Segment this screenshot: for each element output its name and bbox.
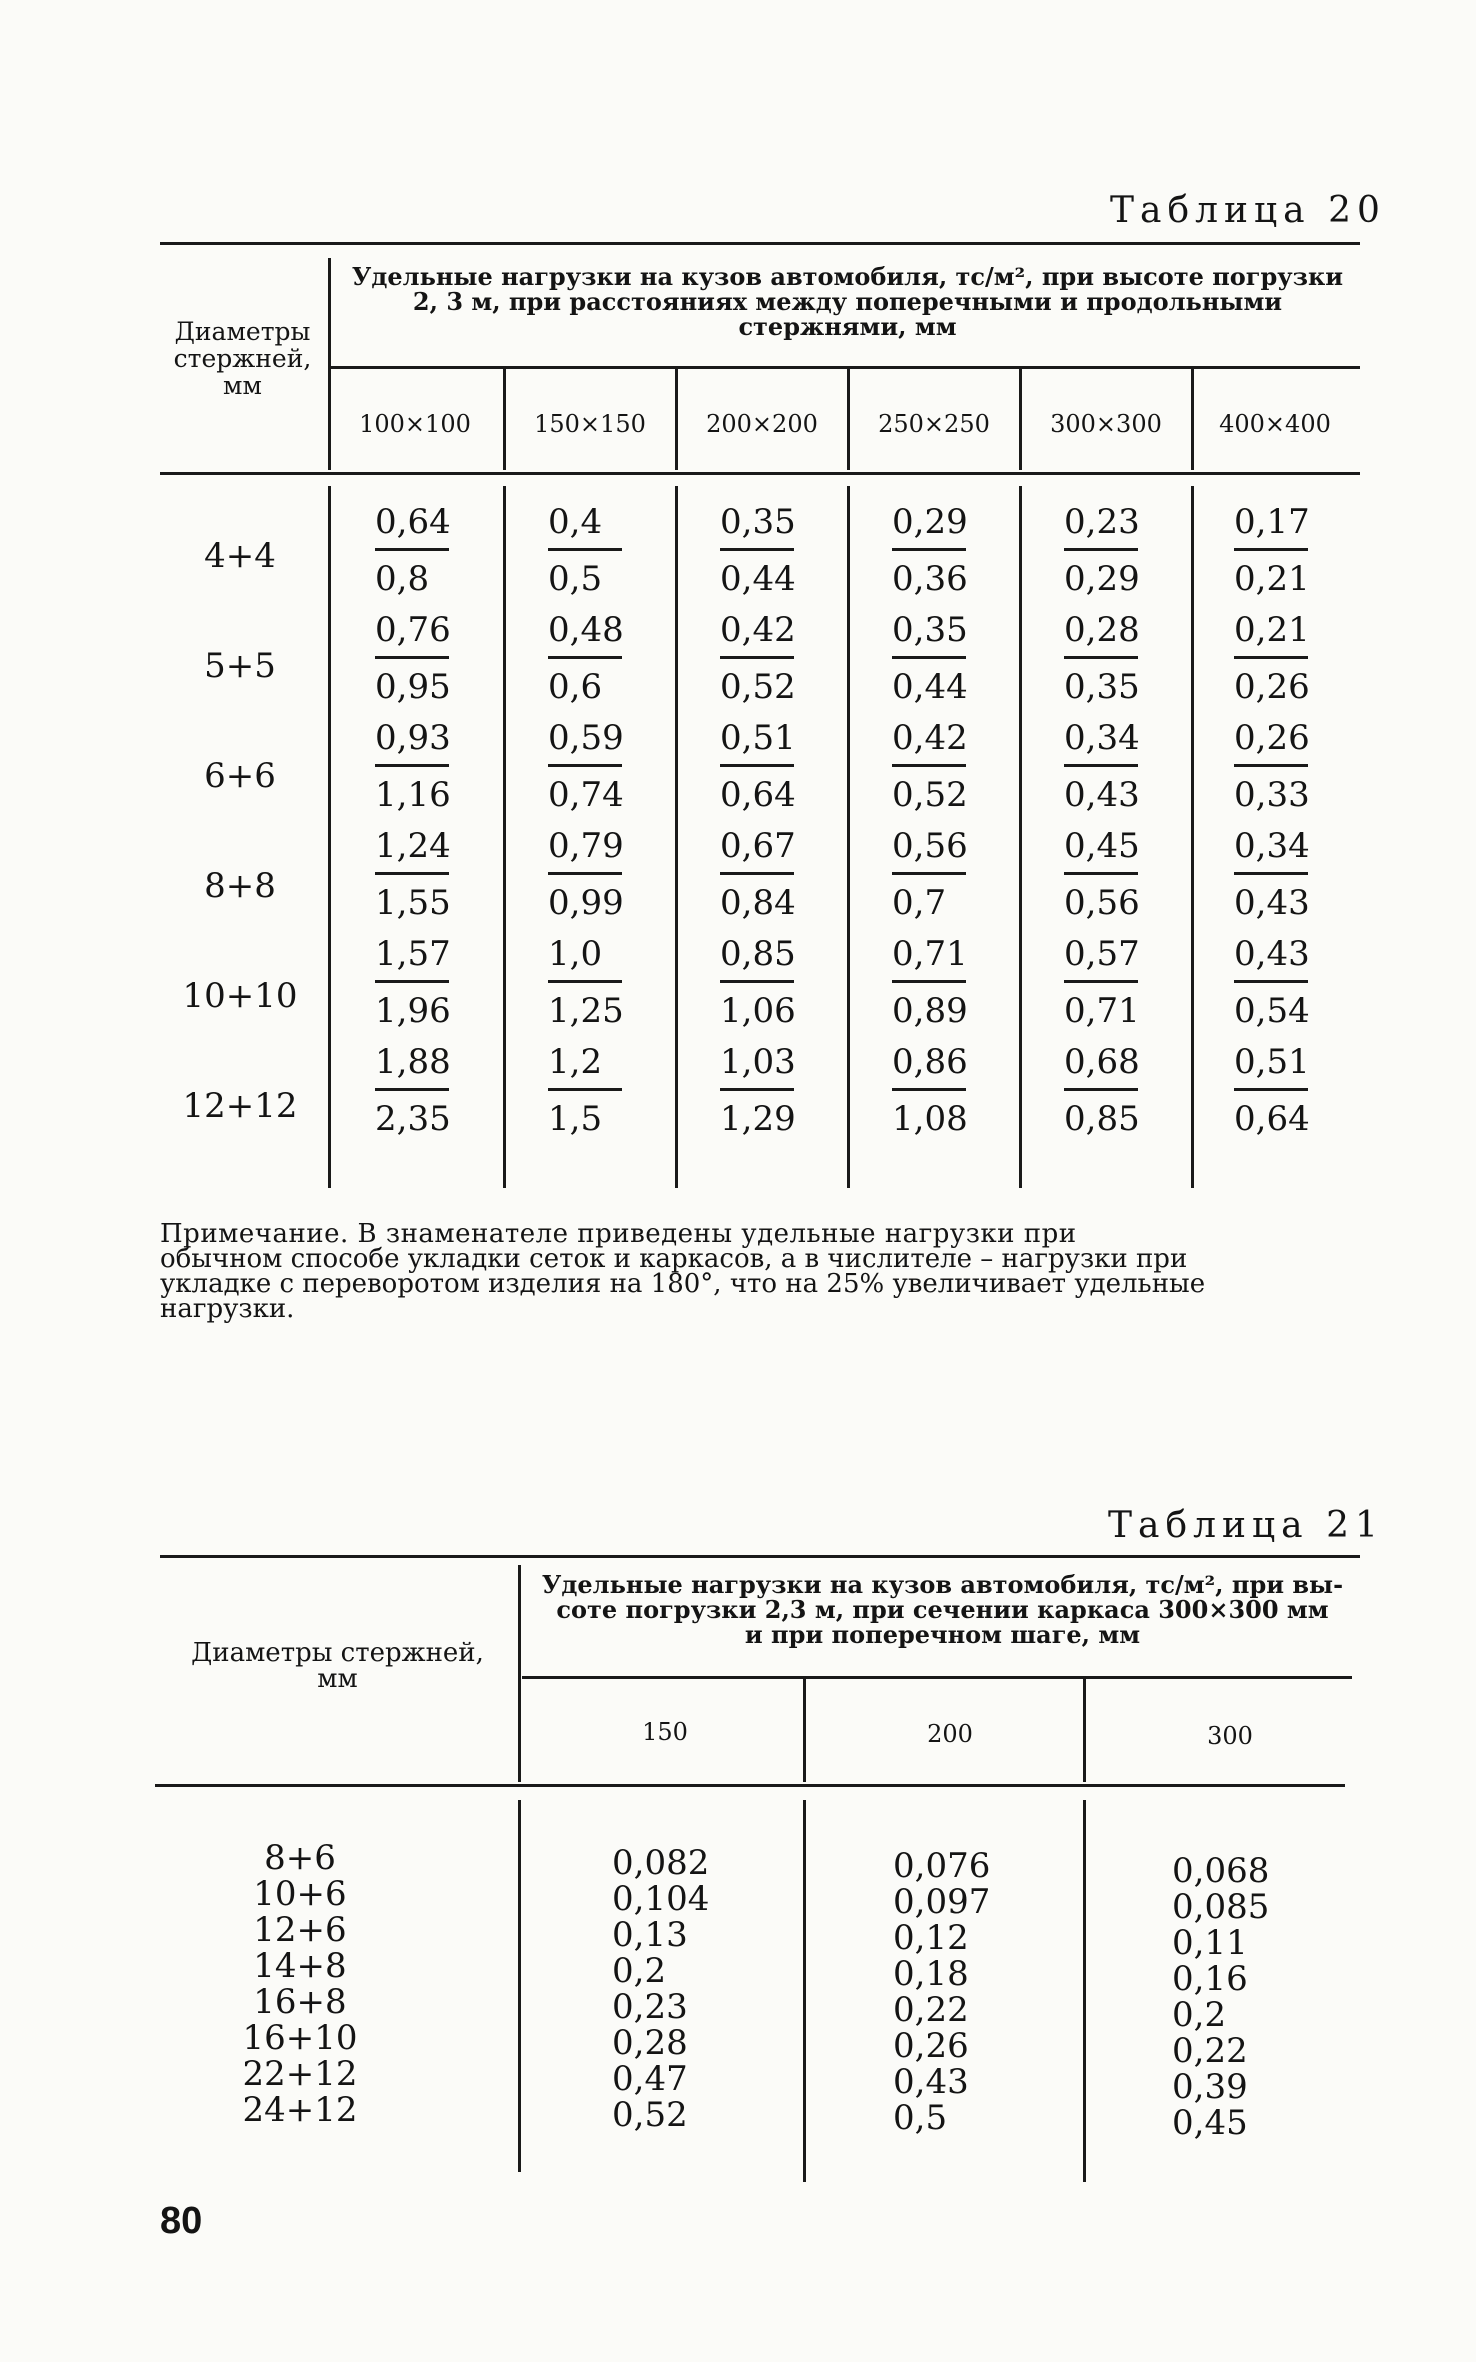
table21-header-bottom-rule bbox=[155, 1784, 1345, 1787]
denominator: 0,21 bbox=[1234, 559, 1310, 599]
fraction-cell bbox=[892, 608, 1002, 709]
numerator: 0,76 bbox=[375, 610, 451, 650]
fraction-cell bbox=[720, 500, 830, 601]
numerator: 0,28 bbox=[1064, 610, 1140, 650]
fraction-bar bbox=[1064, 980, 1138, 983]
numerator: 0,45 bbox=[1064, 826, 1140, 866]
cell: 0,16 bbox=[1172, 1959, 1248, 1999]
table20-col-header: 250×250 bbox=[878, 410, 990, 438]
cell: 0,5 bbox=[893, 2098, 948, 2138]
denominator: 1,06 bbox=[720, 991, 796, 1031]
row-label: 24+12 bbox=[242, 2090, 358, 2130]
fraction-bar bbox=[892, 980, 966, 983]
fraction-cell bbox=[1064, 608, 1174, 709]
fraction-cell bbox=[892, 824, 1002, 925]
fraction-bar bbox=[1234, 980, 1308, 983]
fraction-bar bbox=[720, 764, 794, 767]
cell: 0,2 bbox=[1172, 1995, 1227, 2035]
table20-row-header bbox=[160, 318, 325, 399]
fraction-bar bbox=[375, 980, 449, 983]
denominator: 0,44 bbox=[720, 559, 796, 599]
fraction-cell bbox=[548, 932, 658, 1033]
table20-col-rule bbox=[503, 366, 506, 470]
table20-row-label: 6+6 bbox=[204, 756, 276, 796]
numerator: 0,34 bbox=[1234, 826, 1310, 866]
fraction-cell bbox=[720, 608, 830, 709]
denominator: 0,29 bbox=[1064, 559, 1140, 599]
fraction-cell bbox=[548, 716, 658, 817]
fraction-bar bbox=[548, 548, 622, 551]
fraction-cell bbox=[1234, 824, 1344, 925]
table21-col-rule bbox=[1083, 1800, 1086, 2182]
table21-stub-rule-body bbox=[518, 1800, 521, 2172]
fraction-bar bbox=[548, 980, 622, 983]
fraction-bar bbox=[1234, 764, 1308, 767]
note-line: нагрузки. bbox=[160, 1294, 295, 1324]
fraction-cell bbox=[1064, 824, 1174, 925]
numerator: 0,57 bbox=[1064, 934, 1140, 974]
row-label: 12+6 bbox=[253, 1910, 347, 1950]
fraction-cell bbox=[548, 500, 658, 601]
table21-header-split-rule bbox=[522, 1676, 1352, 1679]
table20-note bbox=[160, 1219, 1365, 1324]
table21-col-rule bbox=[803, 1800, 806, 2182]
denominator: 0,43 bbox=[1064, 775, 1140, 815]
cell: 0,097 bbox=[893, 1882, 991, 1922]
fraction-cell bbox=[375, 1040, 485, 1141]
fraction-bar bbox=[375, 764, 449, 767]
table20-row-label: 5+5 bbox=[204, 646, 276, 686]
fraction-bar bbox=[548, 656, 622, 659]
table20-col-rule bbox=[1191, 366, 1194, 470]
fraction-cell bbox=[1064, 1040, 1174, 1141]
fraction-cell bbox=[720, 932, 830, 1033]
fraction-cell bbox=[375, 932, 485, 1033]
table21-col-150 bbox=[612, 1845, 762, 2133]
fraction-cell bbox=[1234, 1040, 1344, 1141]
denominator: 0,44 bbox=[892, 667, 968, 707]
cell: 0,52 bbox=[612, 2095, 688, 2135]
cell: 0,45 bbox=[1172, 2103, 1248, 2143]
fraction-cell bbox=[720, 1040, 830, 1141]
numerator: 0,56 bbox=[892, 826, 968, 866]
table21-group-header bbox=[525, 1572, 1360, 1647]
cell: 0,43 bbox=[893, 2062, 969, 2102]
table21-row-header bbox=[160, 1640, 515, 1692]
cell: 0,2 bbox=[612, 1951, 667, 1991]
group-header-line: Удельные нагрузки на кузов автомобиля, тс/м², при вы- bbox=[541, 1570, 1344, 1599]
row-header-line: Диаметры bbox=[174, 317, 311, 346]
table20-caption: Таблица 20 bbox=[1110, 190, 1386, 231]
denominator: 1,08 bbox=[892, 1099, 968, 1139]
fraction-bar bbox=[375, 548, 449, 551]
fraction-cell bbox=[1064, 500, 1174, 601]
fraction-bar bbox=[548, 872, 622, 875]
numerator: 0,29 bbox=[892, 502, 968, 542]
fraction-bar bbox=[892, 872, 966, 875]
fraction-cell bbox=[375, 716, 485, 817]
table21-col-header: 300 bbox=[1207, 1722, 1253, 1750]
fraction-bar bbox=[375, 872, 449, 875]
numerator: 1,24 bbox=[375, 826, 451, 866]
fraction-bar bbox=[1234, 656, 1308, 659]
group-header-line: стержнями, мм bbox=[738, 312, 957, 341]
table21-top-rule bbox=[160, 1555, 1360, 1558]
cell: 0,104 bbox=[612, 1879, 710, 1919]
fraction-bar bbox=[892, 764, 966, 767]
table21-stub-rule-header bbox=[518, 1565, 521, 1782]
table20-col-rule bbox=[847, 486, 850, 1188]
denominator: 0,99 bbox=[548, 883, 624, 923]
denominator: 0,64 bbox=[1234, 1099, 1310, 1139]
numerator: 0,93 bbox=[375, 718, 451, 758]
numerator: 1,03 bbox=[720, 1042, 796, 1082]
cell: 0,22 bbox=[893, 1990, 969, 2030]
numerator: 0,4 bbox=[548, 502, 603, 542]
numerator: 0,48 bbox=[548, 610, 624, 650]
denominator: 1,55 bbox=[375, 883, 451, 923]
table20-col-header: 150×150 bbox=[534, 410, 646, 438]
denominator: 0,85 bbox=[1064, 1099, 1140, 1139]
denominator: 1,16 bbox=[375, 775, 451, 815]
fraction-cell bbox=[375, 500, 485, 601]
table20-col-rule bbox=[675, 486, 678, 1188]
table20-row-label: 12+12 bbox=[182, 1086, 298, 1126]
table21-col-header: 200 bbox=[927, 1720, 973, 1748]
cell: 0,22 bbox=[1172, 2031, 1248, 2071]
cell: 0,12 bbox=[893, 1918, 969, 1958]
table20-col-rule bbox=[1019, 486, 1022, 1188]
fraction-cell bbox=[1234, 608, 1344, 709]
numerator: 0,35 bbox=[720, 502, 796, 542]
row-label: 8+6 bbox=[264, 1838, 336, 1878]
fraction-cell bbox=[548, 1040, 658, 1141]
denominator: 0,5 bbox=[548, 559, 603, 599]
numerator: 0,64 bbox=[375, 502, 451, 542]
cell: 0,13 bbox=[612, 1915, 688, 1955]
numerator: 0,68 bbox=[1064, 1042, 1140, 1082]
group-header-line: 2, 3 м, при расстояниях между поперечными и продольными bbox=[412, 287, 1283, 316]
denominator: 1,5 bbox=[548, 1099, 603, 1139]
denominator: 0,89 bbox=[892, 991, 968, 1031]
note-line: укладке с переворотом изделия на 180°, что на 25% увеличивает удельные bbox=[160, 1269, 1206, 1299]
fraction-bar bbox=[720, 872, 794, 875]
table20-stub-rule-header bbox=[328, 258, 331, 470]
numerator: 0,51 bbox=[1234, 1042, 1310, 1082]
table20-group-header bbox=[335, 264, 1360, 339]
denominator: 0,36 bbox=[892, 559, 968, 599]
fraction-bar bbox=[1064, 548, 1138, 551]
fraction-bar bbox=[548, 1088, 622, 1091]
denominator: 0,7 bbox=[892, 883, 947, 923]
numerator: 1,88 bbox=[375, 1042, 451, 1082]
fraction-cell bbox=[892, 1040, 1002, 1141]
numerator: 0,79 bbox=[548, 826, 624, 866]
fraction-bar bbox=[1234, 872, 1308, 875]
cell: 0,085 bbox=[1172, 1887, 1270, 1927]
table20-col-rule bbox=[675, 366, 678, 470]
numerator: 1,57 bbox=[375, 934, 451, 974]
fraction-cell bbox=[548, 608, 658, 709]
denominator: 0,43 bbox=[1234, 883, 1310, 923]
note-line: обычном способе укладки сеток и каркасов, а в числителе – нагрузки при bbox=[160, 1244, 1188, 1274]
fraction-bar bbox=[892, 548, 966, 551]
denominator: 0,6 bbox=[548, 667, 603, 707]
numerator: 0,23 bbox=[1064, 502, 1140, 542]
table20-col-header: 100×100 bbox=[359, 410, 471, 438]
table21-col-header: 150 bbox=[642, 1718, 688, 1746]
denominator: 0,71 bbox=[1064, 991, 1140, 1031]
numerator: 0,71 bbox=[892, 934, 968, 974]
fraction-bar bbox=[1234, 548, 1308, 551]
cell: 0,23 bbox=[612, 1987, 688, 2027]
fraction-cell bbox=[892, 500, 1002, 601]
fraction-bar bbox=[892, 656, 966, 659]
fraction-bar bbox=[1064, 656, 1138, 659]
fraction-cell bbox=[1234, 716, 1344, 817]
cell: 0,068 bbox=[1172, 1851, 1270, 1891]
numerator: 0,34 bbox=[1064, 718, 1140, 758]
denominator: 1,96 bbox=[375, 991, 451, 1031]
table20-top-rule bbox=[160, 242, 1360, 245]
table20-col-rule bbox=[847, 366, 850, 470]
table21-col-300 bbox=[1172, 1853, 1322, 2141]
fraction-cell bbox=[1234, 932, 1344, 1033]
table20-col-rule bbox=[1019, 366, 1022, 470]
numerator: 0,43 bbox=[1234, 934, 1310, 974]
table20-row-label: 10+10 bbox=[182, 976, 298, 1016]
fraction-bar bbox=[375, 1088, 449, 1091]
table21-col-200 bbox=[893, 1848, 1043, 2136]
cell: 0,47 bbox=[612, 2059, 688, 2099]
table21-caption: Таблица 21 bbox=[1108, 1505, 1384, 1546]
cell: 0,082 bbox=[612, 1843, 710, 1883]
table20-col-header: 300×300 bbox=[1050, 410, 1162, 438]
table20-col-rule bbox=[503, 486, 506, 1188]
cell: 0,26 bbox=[893, 2026, 969, 2066]
fraction-cell bbox=[1064, 716, 1174, 817]
fraction-bar bbox=[548, 764, 622, 767]
denominator: 0,84 bbox=[720, 883, 796, 923]
row-label: 16+10 bbox=[242, 2018, 358, 2058]
numerator: 0,26 bbox=[1234, 718, 1310, 758]
table20-col-header: 200×200 bbox=[706, 410, 818, 438]
fraction-bar bbox=[375, 656, 449, 659]
fraction-bar bbox=[1234, 1088, 1308, 1091]
numerator: 0,67 bbox=[720, 826, 796, 866]
row-label: 22+12 bbox=[242, 2054, 358, 2094]
fraction-cell bbox=[720, 716, 830, 817]
cell: 0,076 bbox=[893, 1846, 991, 1886]
denominator: 0,54 bbox=[1234, 991, 1310, 1031]
numerator: 0,35 bbox=[892, 610, 968, 650]
denominator: 0,64 bbox=[720, 775, 796, 815]
page-number: 80 bbox=[160, 2200, 203, 2242]
table20-header-bottom-rule bbox=[160, 472, 1360, 475]
fraction-bar bbox=[1064, 872, 1138, 875]
fraction-bar bbox=[720, 980, 794, 983]
group-header-line: соте погрузки 2,3 м, при сечении каркаса 300×300 мм bbox=[556, 1595, 1329, 1624]
group-header-line: и при поперечном шаге, мм bbox=[744, 1620, 1141, 1649]
table20-header-split-rule bbox=[330, 366, 1360, 369]
numerator: 0,59 bbox=[548, 718, 624, 758]
fraction-bar bbox=[720, 1088, 794, 1091]
fraction-cell bbox=[1234, 500, 1344, 601]
cell: 0,28 bbox=[612, 2023, 688, 2063]
row-header-line: стержней, bbox=[173, 344, 312, 373]
numerator: 0,42 bbox=[892, 718, 968, 758]
fraction-bar bbox=[1064, 1088, 1138, 1091]
numerator: 0,17 bbox=[1234, 502, 1310, 542]
table20-col-header: 400×400 bbox=[1219, 410, 1331, 438]
fraction-cell bbox=[892, 716, 1002, 817]
numerator: 1,0 bbox=[548, 934, 603, 974]
fraction-cell bbox=[720, 824, 830, 925]
denominator: 0,35 bbox=[1064, 667, 1140, 707]
row-label: 14+8 bbox=[253, 1946, 347, 1986]
table21-col-rule bbox=[1083, 1676, 1086, 1782]
table20-row-label: 8+8 bbox=[204, 866, 276, 906]
group-header-line: Удельные нагрузки на кузов автомобиля, тс/м², при высоте погрузки bbox=[351, 262, 1344, 291]
fraction-bar bbox=[720, 656, 794, 659]
fraction-cell bbox=[548, 824, 658, 925]
fraction-bar bbox=[1064, 764, 1138, 767]
numerator: 0,42 bbox=[720, 610, 796, 650]
fraction-cell bbox=[1064, 932, 1174, 1033]
cell: 0,18 bbox=[893, 1954, 969, 1994]
row-label: 16+8 bbox=[253, 1982, 347, 2022]
cell: 0,39 bbox=[1172, 2067, 1248, 2107]
denominator: 0,26 bbox=[1234, 667, 1310, 707]
note-line: Примечание. В знаменателе приведены удельные нагрузки при bbox=[160, 1219, 1077, 1249]
numerator: 0,21 bbox=[1234, 610, 1310, 650]
denominator: 0,56 bbox=[1064, 883, 1140, 923]
denominator: 0,74 bbox=[548, 775, 624, 815]
denominator: 0,8 bbox=[375, 559, 430, 599]
denominator: 0,52 bbox=[892, 775, 968, 815]
row-header-line: мм bbox=[223, 371, 262, 400]
denominator: 0,33 bbox=[1234, 775, 1310, 815]
fraction-cell bbox=[375, 824, 485, 925]
denominator: 0,95 bbox=[375, 667, 451, 707]
row-header-line: мм bbox=[317, 1664, 358, 1694]
table20-col-rule bbox=[1191, 486, 1194, 1188]
denominator: 2,35 bbox=[375, 1099, 451, 1139]
fraction-bar bbox=[892, 1088, 966, 1091]
fraction-bar bbox=[720, 548, 794, 551]
table21-row-labels bbox=[200, 1840, 400, 2128]
numerator: 0,86 bbox=[892, 1042, 968, 1082]
table21-col-rule bbox=[803, 1676, 806, 1782]
denominator: 0,52 bbox=[720, 667, 796, 707]
table20-row-label: 4+4 bbox=[204, 536, 276, 576]
fraction-cell bbox=[892, 932, 1002, 1033]
cell: 0,11 bbox=[1172, 1923, 1248, 1963]
row-label: 10+6 bbox=[253, 1874, 347, 1914]
denominator: 1,25 bbox=[548, 991, 624, 1031]
fraction-cell bbox=[375, 608, 485, 709]
row-header-line: Диаметры стержней, bbox=[191, 1638, 484, 1668]
numerator: 0,85 bbox=[720, 934, 796, 974]
numerator: 1,2 bbox=[548, 1042, 603, 1082]
table20-stub-rule-body bbox=[328, 486, 331, 1188]
numerator: 0,51 bbox=[720, 718, 796, 758]
denominator: 1,29 bbox=[720, 1099, 796, 1139]
